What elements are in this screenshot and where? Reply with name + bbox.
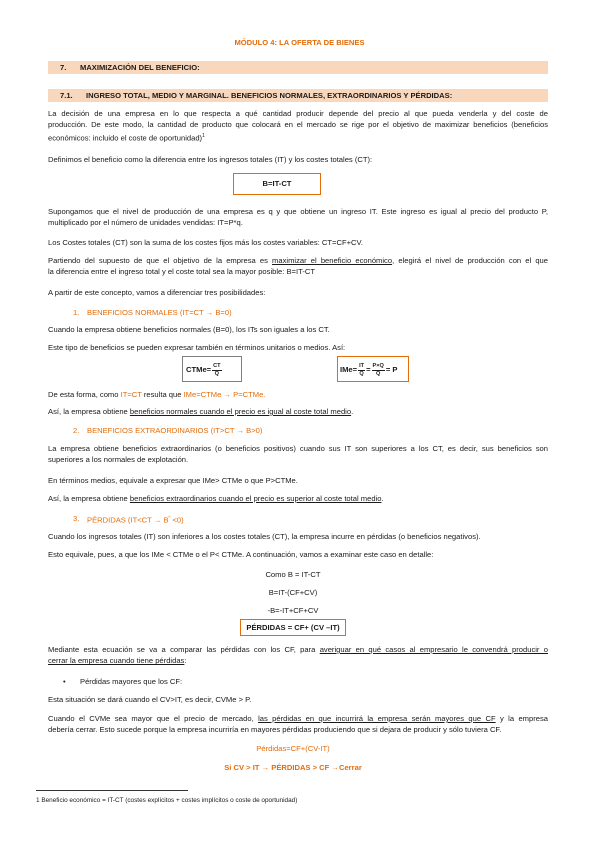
partiendo-1b: , elegirá el nivel de producción con el que <box>392 256 548 265</box>
final-formula-1: Pérdidas=CF+(CV-IT) <box>256 744 330 753</box>
item-1-asi-u: beneficios normales cuando el precio es igual al coste total medio <box>129 407 352 416</box>
final-formula-2: Si CV > IT → PÉRDIDAS > CF →Cerrar <box>224 763 362 772</box>
cuando-line-1 <box>48 713 548 724</box>
apartir-line: A partir de este concepto, vamos a diferenciar tres posibilidades: <box>48 288 266 297</box>
ime-lhs: IMe= <box>340 365 358 374</box>
mediante-paragraph <box>48 644 548 667</box>
partiendo-line-2: la diferencia entre el ingreso total y el coste total sea la mayor posible: B=IT-CT <box>48 267 315 277</box>
mediante-1u: averiguar en qué casos al empresario le convendrá producir o <box>319 645 548 654</box>
supongamos-line-2: multiplicado por el número de unidades vendidas: IT=P*q. <box>48 218 243 228</box>
intro-line-3-text: económicos: incluido el coste de oportunidad) <box>48 133 203 143</box>
mediante-line-1 <box>48 644 548 655</box>
bullet-text: Pérdidas mayores que los CF: <box>80 677 183 686</box>
cuando-1a: Cuando el CVMe sea mayor que el precio de mercado, <box>48 714 259 723</box>
cuando-line-2: debería cerrar. Esto sucede porque la empresa incurriría en mayores pérdidas produciendo que si dejara de producir y sólo tuviera CF. <box>48 725 502 735</box>
mediante-2u: cerrar la empresa cuando tiene pérdidas <box>48 656 185 666</box>
item-1-conclusion <box>48 389 265 400</box>
partiendo-line-1 <box>48 255 548 266</box>
section-title: MAXIMIZACIÓN DEL BENEFICIO: <box>80 63 200 72</box>
ime-formula <box>340 363 398 377</box>
item-3-title <box>87 513 184 526</box>
item-1-unit: Este tipo de beneficios se pueden expresar también en términos unitarios o medios. Así: <box>48 343 346 352</box>
supongamos-paragraph <box>48 206 548 229</box>
item-3-text: Cuando los ingresos totales (IT) son inferiores a los costes totales (CT), la empresa incurre en pérdidas (o beneficios negativos). <box>48 532 481 541</box>
item-2-title: BENEFICIOS EXTRAORDINARIOS (IT>CT → B>0) <box>87 426 263 435</box>
equation-4: PÉRDIDAS = CF+ (CV –IT) <box>246 623 340 632</box>
item-1-conc-a: De esta forma, como <box>48 390 121 399</box>
item-1-asi-b: . <box>351 407 354 416</box>
item-2-medios: En términos medios, equivale a expresar que IMe> CTMe o que P>CTMe. <box>48 476 298 485</box>
mediante-2b: : <box>184 656 187 666</box>
item-2-asi <box>48 493 384 504</box>
bullet-dot: • <box>63 677 66 686</box>
equation-2: B=IT-(CF+CV) <box>268 588 318 597</box>
ime-den-2: Q <box>376 370 381 377</box>
item-2-asi-u: beneficios extraordinarios cuando el precio es superior al coste total medio <box>129 494 382 503</box>
ime-num-1: IT <box>359 363 365 369</box>
ime-eq: = <box>366 365 371 374</box>
item-3-equiv: Esto equivale, pues, a que los IMe < CTMe o el P< CTMe. A continuación, vamos a examinar este caso en detalle: <box>48 550 434 559</box>
cuando-paragraph <box>48 713 548 736</box>
document-title: MÓDULO 4: LA OFERTA DE BIENES <box>234 38 365 47</box>
partiendo-paragraph <box>48 255 548 278</box>
mediante-line-2 <box>48 655 548 666</box>
intro-line-1: La decisión de una empresa en lo que respecta a qué cantidad producir depende del precio al que pueda venderla y del coste de <box>48 109 548 118</box>
item-3-number: 3. <box>73 514 80 523</box>
item-2-number: 2. <box>73 426 80 435</box>
situacion-line: Esta situación se dará cuando el CV>IT, es decir, CVMe > P. <box>48 695 252 704</box>
ctme-num: CT <box>213 363 221 369</box>
ime-rhs: = P <box>385 365 398 374</box>
partiendo-1a: Partiendo del supuesto de que el objetivo de la empresa es <box>48 256 273 265</box>
section-number: 7. <box>60 63 67 72</box>
intro-line-3 <box>48 131 548 144</box>
item-2-line-1: La empresa obtiene beneficios extraordinarios (o beneficios positivos) cuando sus IT son superiores a los CT, es decir, sus beneficios son <box>48 444 548 453</box>
footnote-rule <box>36 790 188 791</box>
formula-benefit: B=IT-CT <box>262 179 292 188</box>
footnote-ref: 1 <box>202 132 205 139</box>
item-2-asi-b: . <box>381 494 384 503</box>
subsection-number: 7.1. <box>60 91 73 100</box>
ime-num-2: P×Q <box>372 363 384 369</box>
ime-fraction-1 <box>358 363 365 377</box>
item-1-asi <box>48 406 353 417</box>
definition-line: Definimos el beneficio como la diferencia entre los ingresos totales (IT) y los costes totales (CT): <box>48 155 373 164</box>
item-1-title: BENEFICIOS NORMALES (IT=CT → B=0) <box>87 308 232 317</box>
ctme-fraction <box>212 363 221 377</box>
footnote <box>36 796 297 805</box>
footnote-text: Beneficio económico = IT-CT (costes explícitos + costes implícitos o coste de oportunidad) <box>39 797 298 804</box>
item-3-title-end: <0) <box>170 515 184 525</box>
footnote-number: 1 <box>36 797 40 804</box>
ime-fraction-2 <box>372 363 385 377</box>
item-2-asi-a: Así, la empresa obtiene <box>48 494 130 503</box>
mediante-1a: Mediante esta ecuación se va a comparar las pérdidas con los CF, para <box>48 645 320 654</box>
intro-paragraph <box>48 108 548 143</box>
supongamos-line-1: Supongamos que el nivel de producción de una empresa es q y que obtiene un ingreso IT. Este ingreso es igual al precio del producto P, <box>48 207 548 216</box>
ctme-lhs: CTMe= <box>186 365 212 374</box>
item-1-asi-a: Así, la empresa obtiene <box>48 407 130 416</box>
item-1-text: Cuando la empresa obtiene beneficios normales (B=0), los ITs son iguales a los CT. <box>48 325 330 334</box>
item-1-conc-d: IMe=CTMe → P=CTMe. <box>183 390 266 399</box>
partiendo-1u: maximizar el beneficio económico <box>272 256 393 265</box>
item-3-title-sup: º <box>168 515 171 521</box>
equation-3: -B=-IT+CF+CV <box>267 606 319 615</box>
item-1-conc-b: IT=CT <box>120 390 142 399</box>
costs-line: Los Costes totales (CT) son la suma de los costes fijos más los costes variables: CT=CF+CV. <box>48 238 363 247</box>
ime-den-1: Q <box>359 370 364 377</box>
item-1-number: 1. <box>73 308 80 317</box>
item-1-conc-c: resulta que <box>141 390 184 399</box>
item-2-paragraph <box>48 443 548 466</box>
ctme-den: Q <box>214 370 220 377</box>
subsection-title: INGRESO TOTAL, MEDIO Y MARGINAL. BENEFICIOS NORMALES, EXTRAORDINARIOS Y PÉRDIDAS: <box>86 91 453 100</box>
item-3-title-main: PÉRDIDAS (IT<CT → B <box>87 515 169 525</box>
cuando-1b: y la empresa <box>495 714 548 723</box>
cuando-1u: las pérdidas en que incurrirá la empresa serán mayores que CF <box>258 714 496 723</box>
item-2-line-2: superiores a los normales de explotación. <box>48 455 189 465</box>
intro-line-2: producción. De este modo, la cantidad de producto que colocará en el mercado se rige por el objetivo de maximizar beneficios (beneficios <box>48 120 548 130</box>
equation-1: Como B = IT-CT <box>265 570 321 579</box>
ctme-formula <box>186 363 223 377</box>
